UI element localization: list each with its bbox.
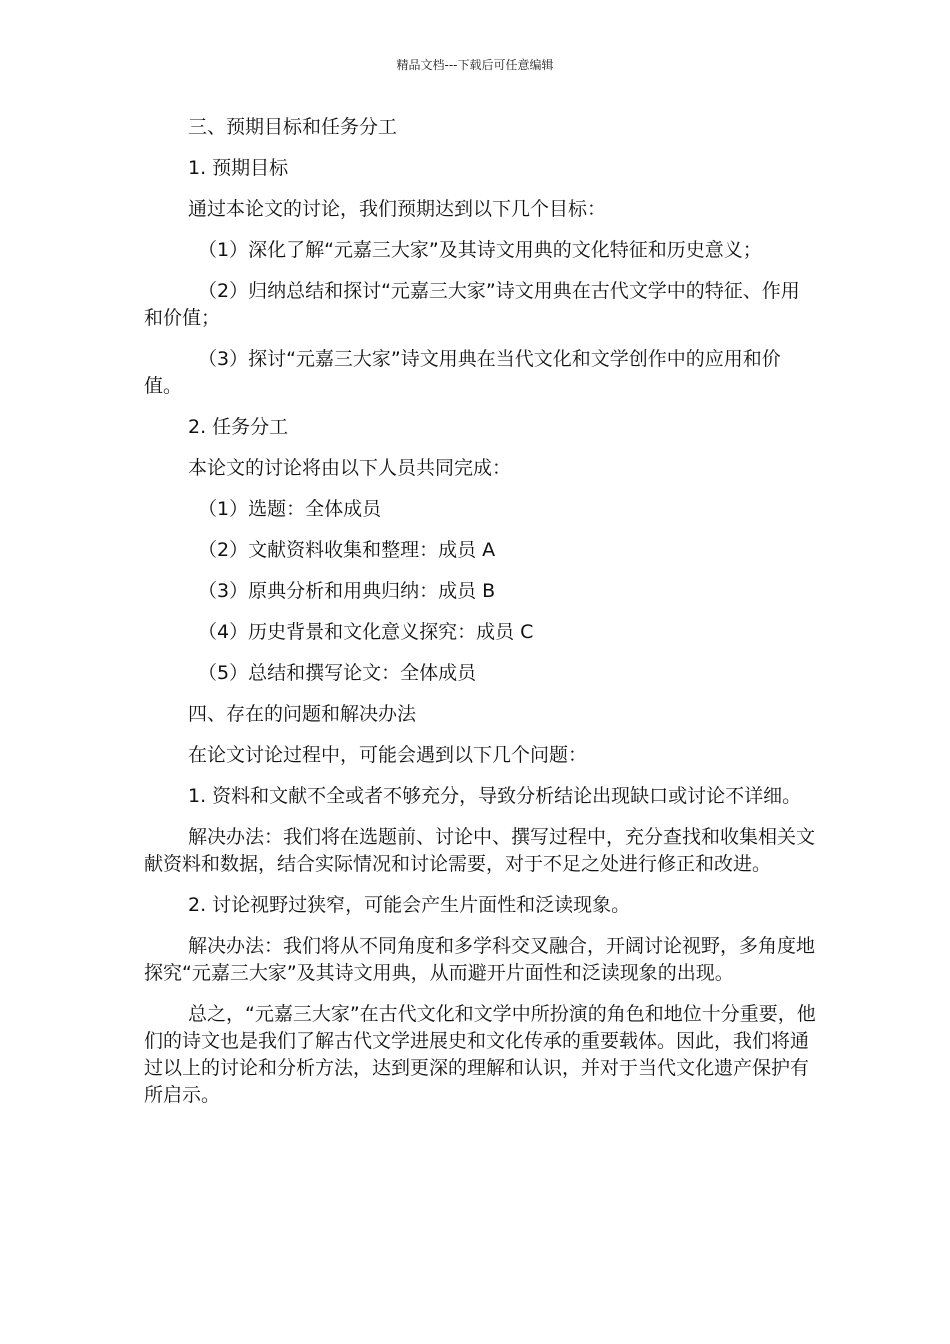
section-heading-problems: 四、存在的问题和解决办法 [188,703,417,725]
section-heading-goals: 三、预期目标和任务分工 [188,116,398,138]
subheading-task-division: 2. 任务分工 [188,416,289,438]
solution-paragraph: 解决办法：我们将在选题前、讨论中、撰写过程中，充分查找和收集相关文献资料和数据，结合实际情况和讨论需要，对于不足之处进行修正和改进。 [144,826,816,875]
list-item: （2）归纳总结和探讨“元嘉三大家”诗文用典在古代文学中的特征、作用和价值； [144,280,800,329]
list-item: （3）原典分析和用典归纳：成员 B [198,580,496,602]
list-item: （4）历史背景和文化意义探究：成员 C [198,621,534,643]
paragraph: 在论文讨论过程中，可能会遇到以下几个问题： [188,744,588,766]
page-header: 精品文档---下载后可任意编辑 [396,58,554,72]
problem-item: 2. 讨论视野过狭窄，可能会产生片面性和泛读现象。 [188,894,631,916]
solution-paragraph: 解决办法：我们将从不同角度和多学科交叉融合，开阔讨论视野，多角度地探究“元嘉三大家”及其诗文用典，从而避开片面性和泛读现象的出现。 [144,935,816,984]
paragraph: 通过本论文的讨论，我们预期达到以下几个目标： [188,198,607,220]
problem-item: 1. 资料和文献不全或者不够充分，导致分析结论出现缺口或讨论不详细。 [188,785,802,807]
list-item: （1）选题：全体成员 [198,498,382,520]
list-item: （1）深化了解“元嘉三大家”及其诗文用典的文化特征和历史意义； [198,239,762,261]
list-item: （2）文献资料收集和整理：成员 A [198,539,496,561]
paragraph: 本论文的讨论将由以下人员共同完成： [188,457,512,479]
conclusion-paragraph: 总之，“元嘉三大家”在古代文化和文学中所扮演的角色和地位十分重要，他们的诗文也是我们了解古代文学进展史和文化传承的重要载体。因此，我们将通过以上的讨论和分析方法，达到更深的理解和认识，并对于当代文化遗产保护有所启示。 [144,1003,816,1106]
document-body [144,114,816,1123]
list-item: （5）总结和撰写论文：全体成员 [198,662,477,684]
subheading-expected-goals: 1. 预期目标 [188,157,289,179]
list-item: （3）探讨“元嘉三大家”诗文用典在当代文化和文学创作中的应用和价值。 [144,348,781,397]
